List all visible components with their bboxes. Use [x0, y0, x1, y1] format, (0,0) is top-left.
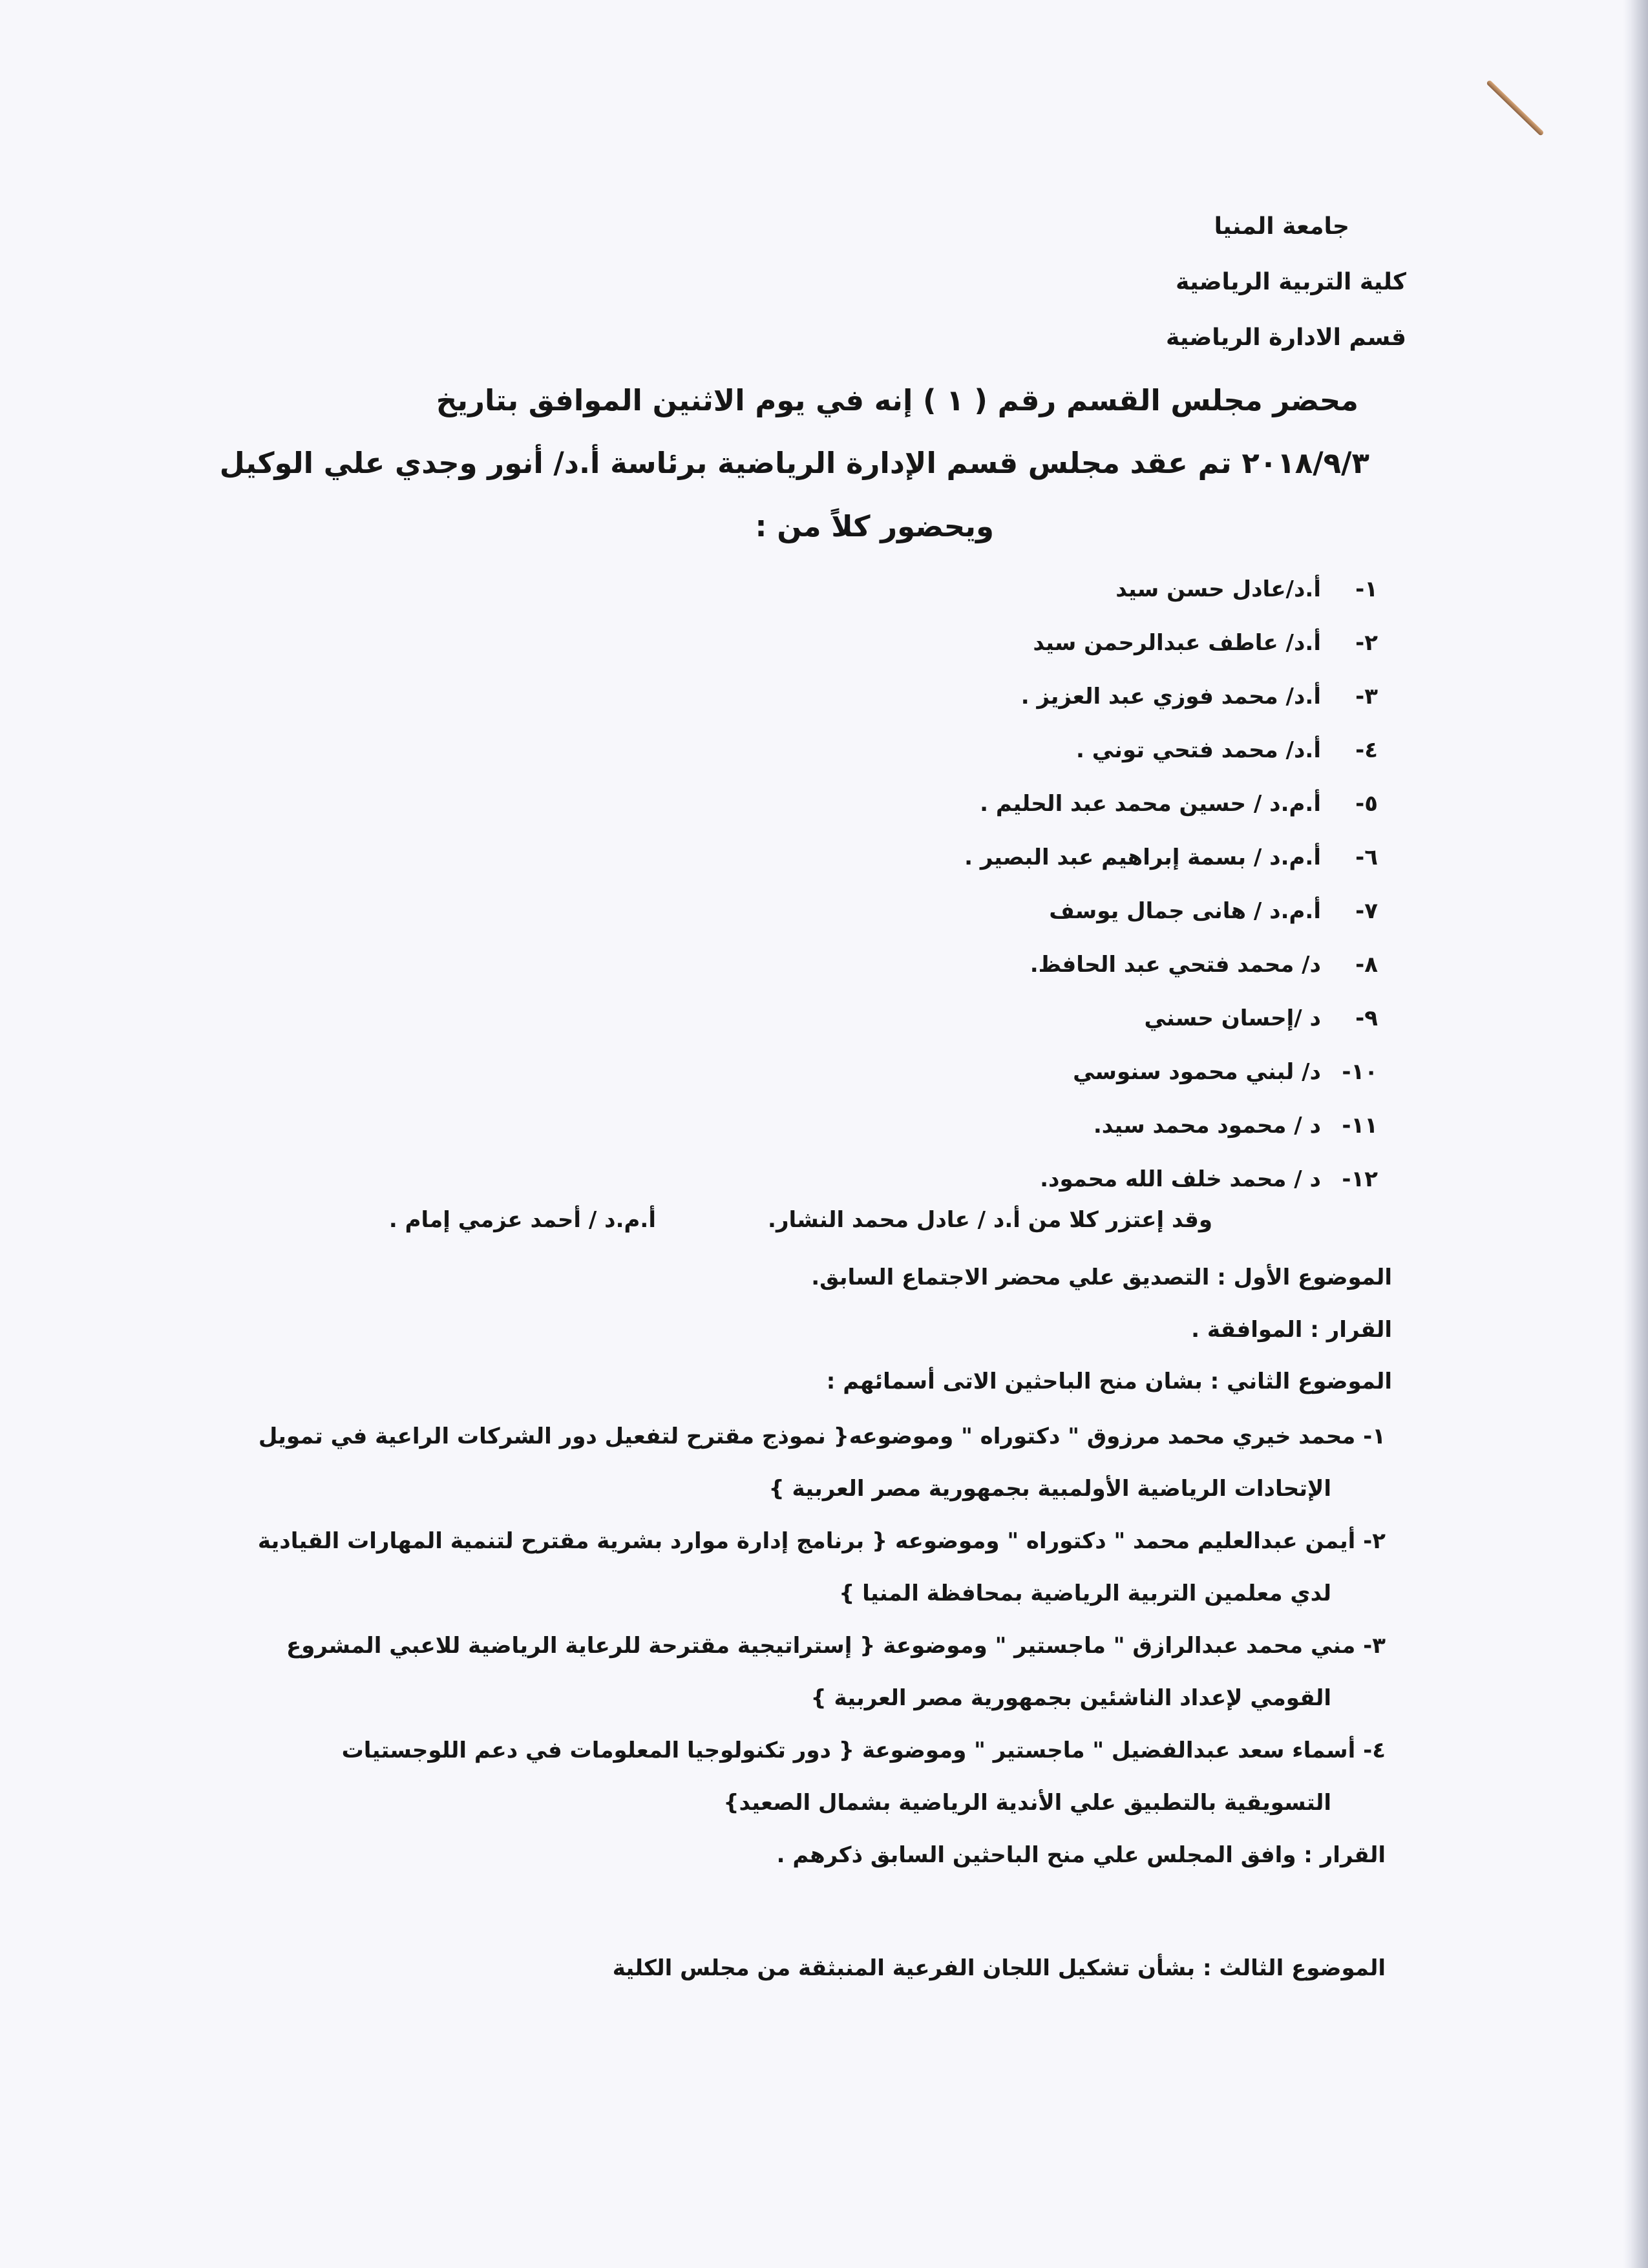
- department-name: قسم الادارة الرياضية: [1165, 324, 1406, 351]
- attendee-name: أ.د/ محمد فوزي عبد العزيز .: [1020, 684, 1321, 709]
- list-item: [1145, 1005, 1378, 1031]
- attendee-name: د / محمد خلف الله محمود.: [1040, 1166, 1321, 1192]
- topic2-decision: القرار : وافق المجلس علي منح الباحثين السابق ذكرهم .: [776, 1842, 1386, 1868]
- title-line-3: ويحضور كلاً من :: [755, 509, 994, 543]
- excused-line-1: وقد إعتزر كلا من أ.د / عادل محمد النشار.: [768, 1207, 1212, 1233]
- scan-edge-shadow: [1623, 0, 1648, 2268]
- attendee-name: أ.د/ عاطف عبدالرحمن سيد: [1033, 630, 1321, 656]
- topic2-line: لدي معلمين التربية الرياضية بمحافظة المنيا }: [839, 1580, 1331, 1606]
- topic2-line: ٢- أيمن عبدالعليم محمد " دكتوراه " وموضوعه { برنامج إدارة موارد بشرية مقترح لتنمية المهارات القيادية: [257, 1528, 1386, 1554]
- item-number: ١-: [1355, 576, 1378, 602]
- item-number: ٣-: [1355, 684, 1378, 709]
- title-line-2: ٢٠١٨/٩/٣ تم عقد مجلس قسم الإدارة الرياضية برئاسة أ.د/ أنور وجدي علي الوكيل: [219, 446, 1369, 480]
- topic3-subject: الموضوع الثالث : بشأن تشكيل اللجان الفرعية المنبثقة من مجلس الكلية: [612, 1955, 1386, 1981]
- topic2-subject: الموضوع الثاني : بشان منح الباحثين الاتى أسمائهم :: [826, 1369, 1392, 1394]
- topic2-line: ٤- أسماء سعد عبدالفضيل " ماجستير " وموضوعة { دور تكنولوجيا المعلومات في دعم اللوجستيات: [341, 1738, 1386, 1763]
- title-line-1: محضر مجلس القسم رقم ( ١ ) إنه في يوم الاثنين الموافق بتاريخ: [436, 383, 1358, 417]
- topic2-line: ١- محمد خيري محمد مرزوق " دكتوراه " وموضوعه{ نموذج مقترح لتفعيل دور الشركات الراعية في تمويل: [258, 1423, 1386, 1449]
- topic2-line: الإتحادات الرياضية الأولمبية بجمهورية مصر العربية }: [768, 1476, 1331, 1502]
- list-item: [1093, 1113, 1378, 1139]
- item-number: ٨-: [1355, 952, 1378, 978]
- attendee-name: د / محمود محمد سيد.: [1093, 1113, 1321, 1139]
- item-number: ٤-: [1355, 737, 1378, 763]
- topic1-subject: الموضوع الأول : التصديق علي محضر الاجتماع السابق.: [811, 1265, 1392, 1290]
- attendee-name: د/ لبني محمود سنوسي: [1073, 1059, 1321, 1085]
- item-number: ٢-: [1355, 630, 1378, 656]
- item-number: ٥-: [1355, 791, 1378, 817]
- university-name: جامعة المنيا: [1214, 213, 1349, 240]
- attendee-name: أ.د/ محمد فتحي توني .: [1076, 737, 1321, 763]
- list-item: [1073, 1059, 1378, 1085]
- item-number: ١٢-: [1342, 1166, 1378, 1192]
- topic1-decision: القرار : الموافقة .: [1191, 1317, 1392, 1343]
- topic2-line: التسويقية بالتطبيق علي الأندية الرياضية بشمال الصعيد}: [723, 1790, 1331, 1816]
- item-number: ٩-: [1355, 1005, 1378, 1031]
- item-number: ١٠-: [1342, 1059, 1378, 1085]
- topic2-line: ٣- مني محمد عبدالرازق " ماجستير " وموضوعة { إستراتيجية مقترحة للرعاية الرياضية للاعبي المشروع: [286, 1633, 1386, 1659]
- attendee-name: د /إحسان حسني: [1144, 1005, 1321, 1031]
- item-number: ١١-: [1342, 1113, 1378, 1139]
- list-item: [1030, 952, 1378, 978]
- faculty-name: كلية التربية الرياضية: [1176, 269, 1406, 295]
- attendee-name: د/ محمد فتحي عبد الحافظ.: [1030, 952, 1321, 978]
- attendee-name: أ.م.د / هانى جمال يوسف: [1049, 898, 1321, 924]
- list-item: [980, 791, 1378, 817]
- list-item: [1076, 737, 1378, 763]
- list-item: [964, 845, 1378, 870]
- attendee-name: أ.د/عادل حسن سيد: [1115, 576, 1321, 602]
- item-number: ٧-: [1355, 898, 1378, 924]
- item-number: ٦-: [1355, 845, 1378, 870]
- list-item: [1021, 684, 1378, 709]
- excused-line-2: أ.م.د / أحمد عزمي إمام .: [388, 1207, 656, 1233]
- attendee-name: أ.م.د / حسين محمد عبد الحليم .: [980, 791, 1321, 817]
- list-item: [1115, 576, 1378, 602]
- list-item: [1049, 898, 1378, 924]
- topic2-line: القومي لإعداد الناشئين بجمهورية مصر العربية }: [810, 1685, 1331, 1711]
- staple-mark: [1486, 79, 1544, 136]
- list-item: [1040, 1166, 1378, 1192]
- attendee-name: أ.م.د / بسمة إبراهيم عبد البصير .: [964, 845, 1321, 870]
- list-item: [1033, 630, 1378, 656]
